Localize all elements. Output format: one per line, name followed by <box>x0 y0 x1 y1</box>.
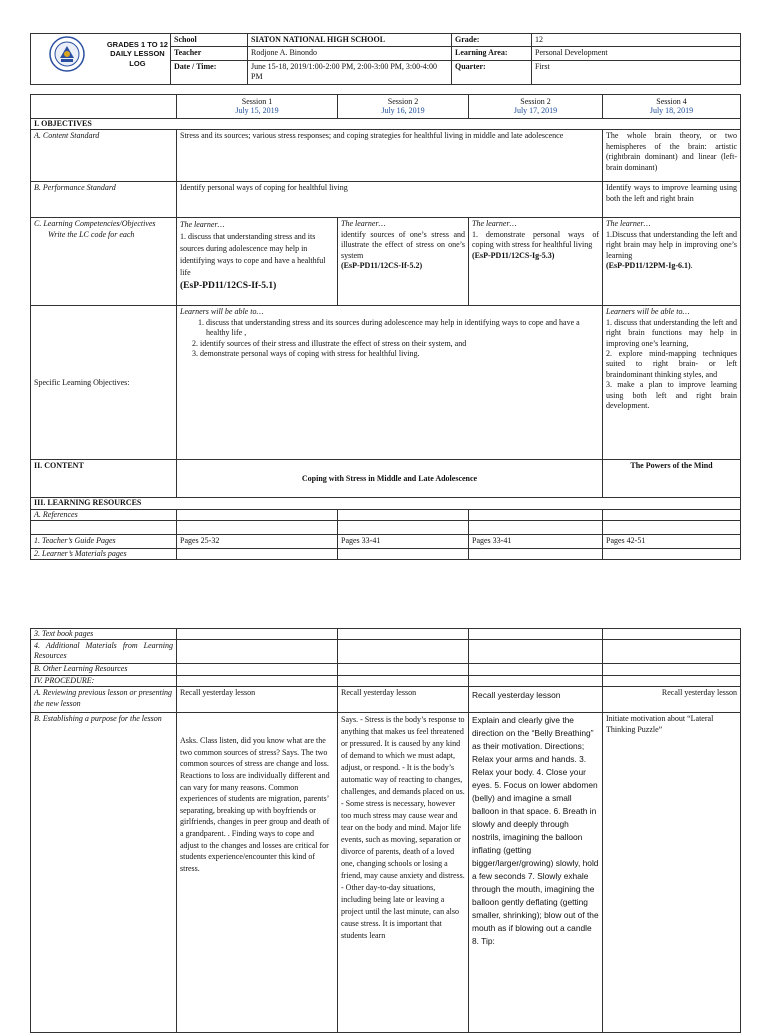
content-main: Coping with Stress in Middle and Late Adolescence <box>177 460 603 498</box>
teachers-guide-label: 1. Teacher’s Guide Pages <box>31 535 177 548</box>
quarter-label: Quarter: <box>452 60 532 84</box>
session-2-header: Session 2 July 16, 2019 <box>338 95 469 119</box>
content-s4: The Powers of the Mind <box>603 460 741 498</box>
teachers-guide-s2: Pages 33-41 <box>338 535 469 548</box>
content-heading: II. CONTENT <box>31 460 177 498</box>
competencies-row <box>31 218 741 306</box>
reviewing-s3: Recall yesterday lesson <box>469 687 603 713</box>
teachers-guide-s4: Pages 42-51 <box>603 535 741 548</box>
performance-standard-row <box>31 182 741 218</box>
purpose-s2: Says. - Stress is the body’s response to anything that makes us feel threatened or pressured. It is caused by any kind of demand to which we must adapt, adjust, or respond. - It is the body’s automatic way of reacting to changes, challenges, and demands placed on us. - Some stress is necessary, however too much stress may cause wear and tear on the body and mind. Major life events, such as moving, separation or divorce of parents, death of a loved one, changing schools or losing a friend, may cause anxiety and distress. - Other day-to-day situations, including being late or leaving a project until the last minute, can also cause stress. It is important that students learn <box>338 713 469 1033</box>
reviewing-label: A. Reviewing previous lesson or presenting the new lesson <box>31 687 177 713</box>
content-standard-s4: The whole brain theory, or two hemispheres of the brain: artistic (rightbrain dominant) and linear (left-brain dominant) <box>603 130 741 182</box>
additional-materials-label: 4. Additional Materials from Learning Resources <box>31 640 177 664</box>
textbook-label: 3. Text book pages <box>31 629 177 640</box>
resources-heading-row <box>31 498 741 509</box>
competencies-label: C. Learning Competencies/Objectives Write the LC code for each <box>31 218 177 306</box>
purpose-s4: Initiate motivation about “Lateral Thinking Puzzle” <box>603 713 741 1033</box>
purpose-row <box>31 713 741 1033</box>
specific-objective-2: 2. identify sources of their stress and illustrate the effect of stress on their system, and <box>192 338 467 348</box>
grade-label: Grade: <box>452 34 532 47</box>
session-1-header: Session 1 July 15, 2019 <box>177 95 338 119</box>
teacher-value: Rodjone A. Binondo <box>248 47 452 60</box>
datetime-label: Date / Time: <box>171 60 248 84</box>
competency-s4: The learner… 1.Discuss that understanding the left and right brain may help in improving one’s learning (EsP-PD11/12PM-Ig-6.1). <box>603 218 741 306</box>
performance-standard-label: B. Performance Standard <box>31 182 177 218</box>
teachers-guide-s3: Pages 33-41 <box>469 535 603 548</box>
purpose-s1: Asks. Class listen, did you know what are the two common sources of stress? Says. The two common sources of stress are change and loss. Reactions to loss are individually different and can vary for many reasons. Common experiences of students are migration, parents’ separating, breaking up with boyfriends or girlfriends, changes in peer group and death of a grandparent. . Finding ways to cope and adjust to the changes and losses are critical for students experience/encounter this kind of stress. <box>177 713 338 1033</box>
specific-objectives-label: Specific Learning Objectives: <box>31 306 177 460</box>
header-table <box>30 33 741 85</box>
performance-standard-main: Identify personal ways of coping for healthful living <box>177 182 603 218</box>
teachers-guide-s1: Pages 25-32 <box>177 535 338 548</box>
reviewing-row <box>31 687 741 713</box>
logo-title-cell <box>31 34 171 85</box>
competency-s3: The learner… 1. demonstrate personal ways of coping with stress for healthful living (EsP-PD11/12CS-Ig-5.3) <box>469 218 603 306</box>
competency-s1: The learner… 1. discuss that understanding stress and its sources during adolescence may help in identifying ways to cope and have a healthful life (EsP-PD11/12CS-If-5.1) <box>177 218 338 306</box>
learning-area-value: Personal Development <box>532 47 741 60</box>
specific-objective-3: 3. demonstrate personal ways of coping with stress for healthful living. <box>192 348 420 358</box>
learners-materials-row <box>31 548 741 559</box>
reviewing-s1: Recall yesterday lesson <box>177 687 338 713</box>
learning-area-label: Learning Area: <box>452 47 532 60</box>
purpose-s3: Explain and clearly give the direction on the “Belly Breathing” as their motivation. Directions; Relax your arms and hands. 3. Relax your body. 4. Close your eyes. 5. Focus on lower abdomen (belly) and imagine a small balloon in that space. 6. Breath in slowly and deeply through nostrils, imagining the balloon inflating (getting bigger/larger/growing) slowly, hold a few seconds 7. Slowly exhale through the mouth, imagining the balloon gently deflating (getting smaller, shrinking); blow out of the mouth as if blowing out a candle 8. Tip: <box>469 713 603 1033</box>
content-standard-label: A. Content Standard <box>31 130 177 182</box>
objectives-heading-row <box>31 119 741 130</box>
quarter-value: First <box>532 60 741 84</box>
lesson-table-part-2 <box>30 628 741 1033</box>
reviewing-s4: Recall yesterday lesson <box>603 687 741 713</box>
purpose-label: B. Establishing a purpose for the lesson <box>31 713 177 1033</box>
school-value: SIATON NATIONAL HIGH SCHOOL <box>248 34 452 47</box>
dll-title: GRADES 1 TO 12 DAILY LESSON LOG <box>106 39 168 68</box>
resources-heading: III. LEARNING RESOURCES <box>31 498 741 509</box>
teachers-guide-row <box>31 535 741 548</box>
references-row <box>31 509 741 520</box>
content-standard-row <box>31 130 741 182</box>
lesson-table-part-1 <box>30 94 741 560</box>
specific-objectives-s4: Learners will be able to… 1. discuss that understanding the left and right brain functions may help in improving one’s learning, 2. explore mind-mapping techniques suited to right brain- or left braindominant thinking styles, and 3. make a plan to improve learning using both left and right brain development. <box>603 306 741 460</box>
additional-materials-row <box>31 640 741 664</box>
textbook-row <box>31 629 741 640</box>
content-standard-main: Stress and its sources; various stress responses; and coping strategies for healthful living in middle and late adolescence <box>177 130 603 182</box>
references-blank-row <box>31 521 741 535</box>
school-label: School <box>171 34 248 47</box>
other-resources-row <box>31 664 741 675</box>
performance-standard-s4: Identify ways to improve learning using both the left and right brain <box>603 182 741 218</box>
datetime-value: June 15-18, 2019/1:00-2:00 PM, 2:00-3:00 PM, 3:00-4:00 PM <box>248 60 452 84</box>
learners-materials-label: 2. Learner’s Materials pages <box>31 548 177 559</box>
grade-value: 12 <box>532 34 741 47</box>
specific-objectives-main: Learners will be able to… 1. discuss that understanding stress and its sources during adolescence may help in identifying ways to cope and have a healthy life , 2. identify sources of their stress and illustrate the effect of stress on their system, and 3. demonstrate personal ways of coping with stress for healthful living. <box>177 306 603 460</box>
content-row <box>31 460 741 498</box>
procedure-heading-row <box>31 675 741 686</box>
objectives-heading: I. OBJECTIVES <box>31 119 741 130</box>
other-resources-label: B. Other Learning Resources <box>31 664 177 675</box>
competency-s2: The learner… identify sources of one’s stress and illustrate the effect of stress on one’s system (EsP-PD11/12CS-If-5.2) <box>338 218 469 306</box>
procedure-heading: IV. PROCEDURE: <box>31 675 177 686</box>
teacher-label: Teacher <box>171 47 248 60</box>
specific-objective-1: 1. discuss that understanding stress and its sources during adolescence may help in identifying ways to cope and have a healthy life , <box>206 318 599 339</box>
deped-seal-icon <box>49 36 85 72</box>
references-label: A. References <box>31 509 177 520</box>
specific-objectives-row <box>31 306 741 460</box>
session-header-row <box>31 95 741 119</box>
reviewing-s2: Recall yesterday lesson <box>338 687 469 713</box>
session-4-header: Session 4 July 18, 2019 <box>603 95 741 119</box>
session-3-header: Session 2 July 17, 2019 <box>469 95 603 119</box>
